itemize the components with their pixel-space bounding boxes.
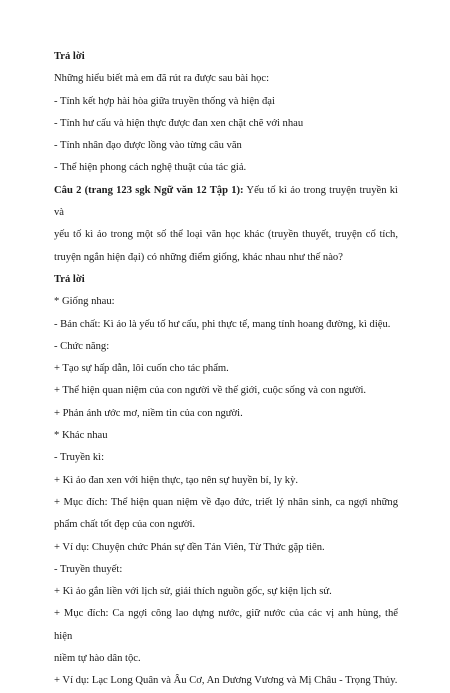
differences-heading: * Khác nhau (54, 430, 108, 442)
answer-heading-1: Trả lời (54, 51, 85, 62)
question-2-line-2: yếu tố kì ảo trong một số thể loại văn học khác (truyền thuyết, truyện cổ tích, (54, 229, 398, 241)
function-item-3: + Phản ánh ước mơ, niềm tin của con người. (54, 407, 243, 419)
answer-heading-2: Trả lời (54, 273, 85, 285)
legend-genre-heading: - Truyền kì: (54, 452, 105, 464)
function-item-1: + Tạo sự hấp dẫn, lôi cuốn cho tác phẩm. (54, 363, 229, 375)
function-heading: - Chức năng: (54, 340, 110, 352)
function-item-2: + Thể hiện quan niệm của con người về thế giới, cuộc sống và con người. (54, 385, 367, 397)
question-2-line-3: truyện ngắn hiện đại) có những điểm giống, khác nhau như thế nào? (54, 251, 343, 263)
myth-example: + Ví dụ: Lạc Long Quân và Âu Cơ, An Dương Vương và Mị Châu - Trọng Thủy. (54, 675, 398, 687)
question-2-text-1: Yếu tố kì ảo trong truyện truyền kì và (54, 184, 398, 219)
nature-line: - Bản chất: Kì ảo là yếu tố hư cấu, phi thực tế, mang tính hoang đường, kì diệu. (54, 318, 391, 330)
answer-item-1: - Tính kết hợp hài hòa giữa truyền thống và hiện đại (54, 95, 275, 107)
legend-genre-item-1: + Kì ảo đan xen với hiện thực, tạo nên sự huyền bí, ly kỳ. (54, 474, 299, 486)
myth-purpose-2: niềm tự hào dân tộc. (54, 653, 141, 665)
question-2-label: Câu 2 (trang 123 sgk Ngữ văn 12 Tập 1): (54, 184, 244, 196)
answer-item-2: - Tính hư cấu và hiện thực được đan xen chặt chẽ với nhau (54, 117, 304, 129)
answer-item-3: - Tính nhân đạo được lồng vào từng câu văn (54, 140, 242, 152)
legend-genre-purpose-1: + Mục đích: Thể hiện quan niệm về đạo đức, triết lý nhân sinh, ca ngợi những (54, 496, 398, 508)
answer-item-4: - Thể hiện phong cách nghệ thuật của tác giả. (54, 162, 247, 174)
myth-item-1: + Kì ảo gắn liền với lịch sử, giải thích nguồn gốc, sự kiện lịch sử. (54, 586, 332, 598)
answer-intro: Những hiểu biết mà em đã rút ra được sau bài học: (54, 73, 270, 85)
similarities-heading: * Giống nhau: (54, 296, 115, 308)
legend-genre-purpose-2: phẩm chất tốt đẹp của con người. (54, 519, 196, 531)
legend-genre-example: + Ví dụ: Chuyện chức Phán sự đền Tản Viên, Từ Thức gặp tiên. (54, 541, 325, 553)
myth-heading: - Truyền thuyết: (54, 563, 123, 575)
question-2-line-1 (54, 180, 398, 225)
myth-purpose-1: + Mục đích: Ca ngợi công lao dựng nước, giữ nước của các vị anh hùng, thể hiện (54, 608, 398, 642)
